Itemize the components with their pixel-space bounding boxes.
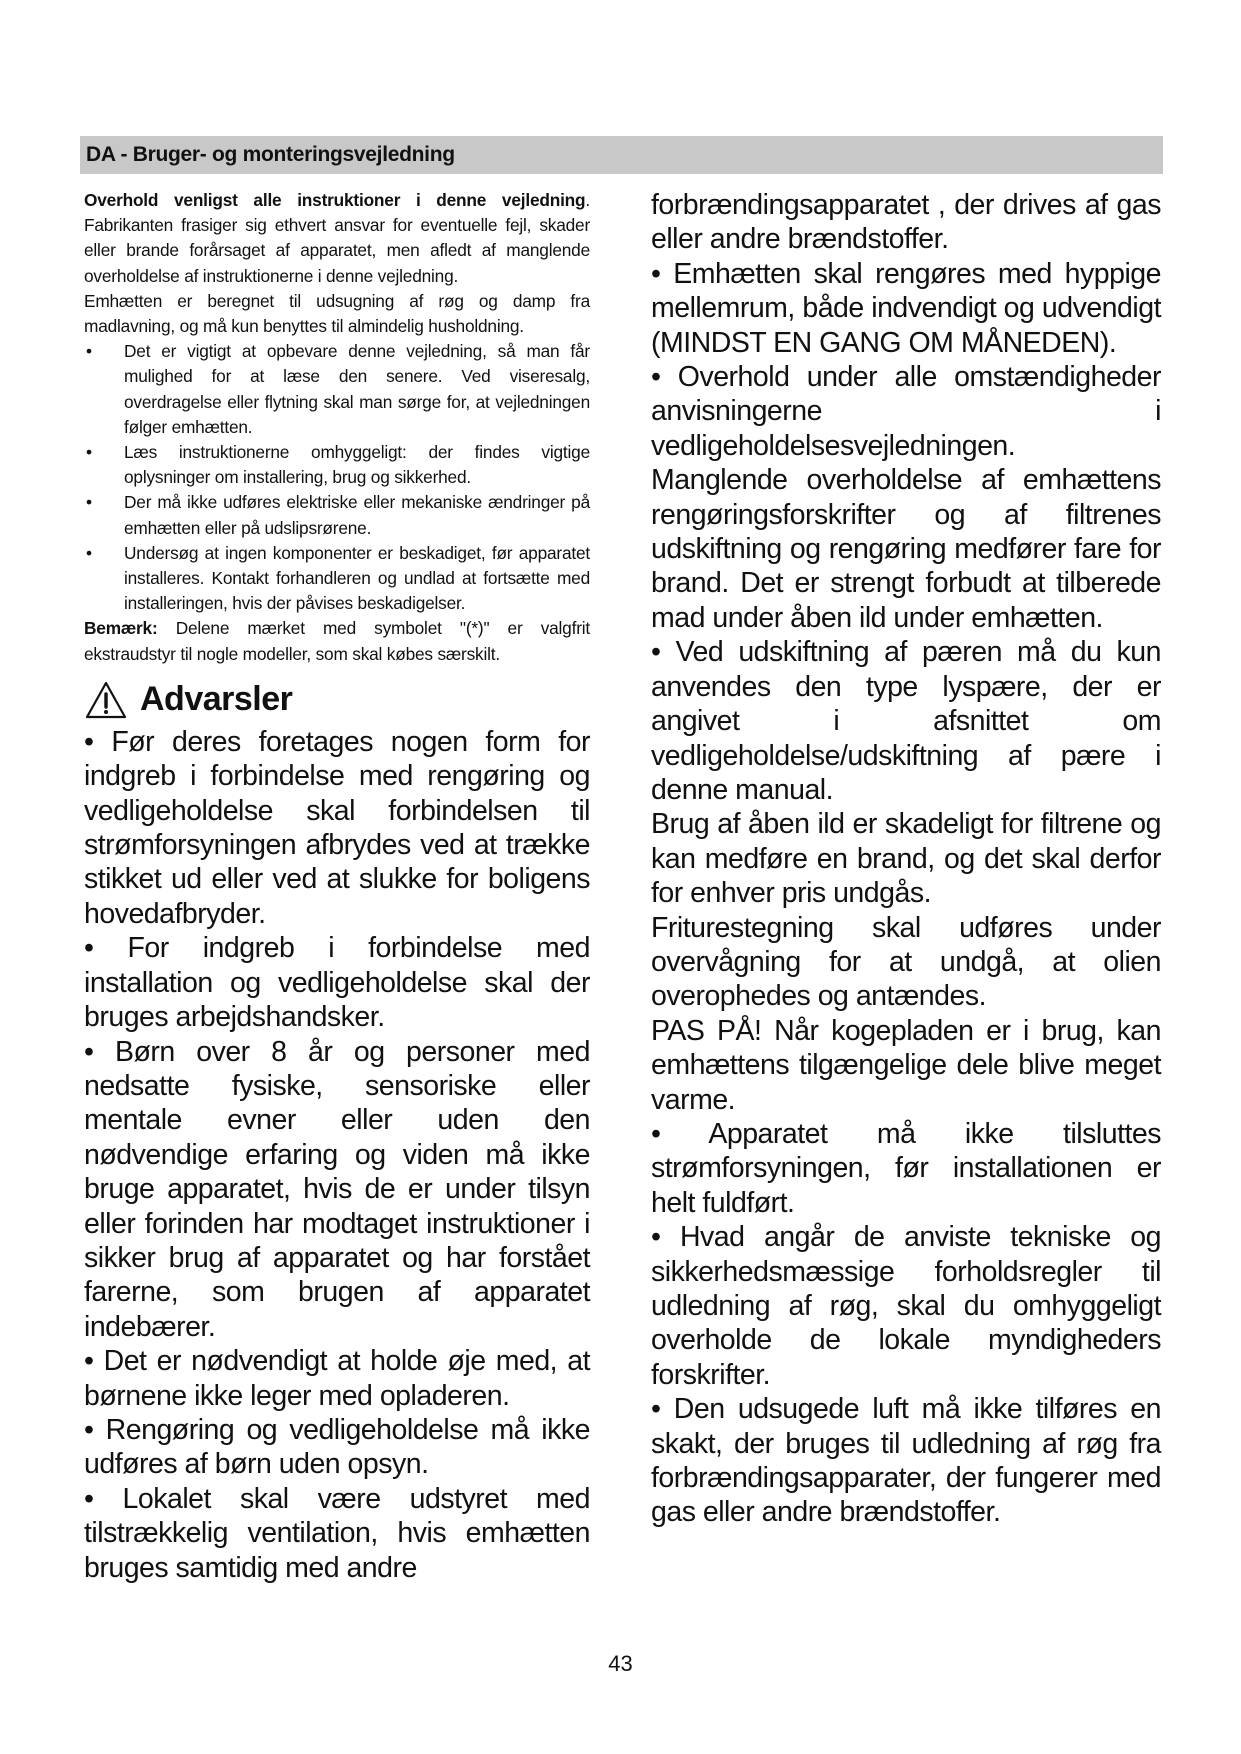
warning-paragraph: • Emhætten skal rengøres med hyppige mellemrum, både indvendigt og udvendigt (MINDST EN GANG OM MÅNEDEN). [651, 257, 1161, 359]
intro-usage-paragraph: Emhætten er beregnet til udsugning af røg og damp fra madlavning, og må kun benyttes til almindelig husholdning. [84, 290, 590, 337]
warning-paragraph: • Hvad angår de anviste tekniske og sikkerhedsmæssige forholdsregler til udledning af røg, skal du omhyggeligt overholde de lokale myndigheders forskrifter. [651, 1221, 1161, 1391]
note-label: Bemærk: [84, 618, 158, 639]
warning-triangle-icon [84, 680, 128, 720]
intro-bullet: • Der må ikke udføres elektriske eller mekaniske ændringer på emhætten eller på udslipsrørene. [84, 490, 590, 540]
intro-bullet: • Læs instruktionerne omhyggeligt: der findes vigtige oplysninger om installering, brug og sikkerhed. [84, 440, 590, 490]
intro-lead: Overhold venligst alle instruktioner i denne vejledning [84, 190, 586, 210]
warnings-heading [84, 675, 590, 725]
warning-paragraph: • Lokalet skal være udstyret med tilstrækkelig ventilation, hvis emhætten bruges samtidig med andre [84, 1482, 590, 1584]
intro-lead-rest: . Fabrikanten frasiger sig ethvert ansvar for eventuelle fejl, skader eller brande forårsaget af apparatet, men afledt af manglende overholdelse af instruktionerne i denne vejledning. [84, 190, 590, 286]
warning-paragraph: Manglende overholdelse af emhættens rengøringsforskrifter og af filtrenes udskiftning og rengøring medfører fare for brand. Det er strengt forbudt at tilberede mad under åben ild under emhætten. [651, 464, 1161, 634]
warning-paragraph: • For indgreb i forbindelse med installation og vedligeholdelse skal der bruges arbejdshandsker. [84, 932, 590, 1034]
note-paragraph [84, 616, 590, 666]
warning-paragraph: forbrændingsapparatet , der drives af gas eller andre brændstoffer. [651, 189, 1161, 256]
intro-bullet-list [84, 339, 590, 616]
warning-paragraph: • Det er nødvendigt at holde øje med, at børnene ikke leger med opladeren. [84, 1345, 590, 1412]
warning-paragraph: • Børn over 8 år og personer med nedsatte fysiske, sensoriske eller mentale evner eller uden den nødvendige erfaring og viden må ikke bruge apparatet, hvis de er under tilsyn eller forinden har modtaget instruktioner i sikker brug af apparatet og har forstået farerne, som brugen af apparatet indebærer. [84, 1035, 590, 1343]
warning-paragraph: • Apparatet må ikke tilsluttes strømforsyningen, før installationen er helt fuldført. [651, 1117, 1161, 1219]
warning-paragraph: • Overhold under alle omstændigheder anvisningerne i vedligeholdelsesvejledningen. [651, 361, 1161, 462]
page-number: 43 [608, 1651, 633, 1676]
warning-paragraph: • Før deres foretages nogen form for indgreb i forbindelse med rengøring og vedligeholdelse skal forbindelsen til strømforsyningen afbrydes ved at trække stikket ud eller ved at slukke for boligens hovedafbryder. [84, 725, 590, 930]
warning-paragraph: Brug af åben ild er skadeligt for filtrene og kan medføre en brand, og det skal derfor for enhver pris undgås. [651, 808, 1161, 910]
warning-paragraph: Friturestegning skal udføres under overvågning for at undgå, at olien overophedes og antændes. [651, 911, 1161, 1013]
section-header: DA - Bruger- og monteringsvejledning [80, 136, 1163, 174]
note-text: Delene mærket med symbolet "(*)" er valgfrit ekstraudstyr til nogle modeller, som skal købes særskilt. [84, 618, 590, 664]
intro-paragraph [84, 188, 590, 289]
warning-paragraph: PAS PÅ! Når kogepladen er i brug, kan emhættens tilgængelige dele blive meget varme. [651, 1014, 1161, 1116]
intro-bullet: • Undersøg at ingen komponenter er beskadiget, før apparatet installeres. Kontakt forhandleren og undlad at fortsætte med installeringen, hvis der påvises beskadigelser. [84, 541, 590, 617]
right-column [651, 188, 1161, 1530]
left-column [84, 188, 590, 1585]
warning-paragraph: • Rengøring og vedligeholdelse må ikke udføres af børn uden opsyn. [84, 1413, 590, 1481]
warnings-title: Advarsler [140, 680, 293, 719]
warning-paragraph: • Ved udskiftning af pæren må du kun anvendes den type lyspære, der er angivet i afsnittet om vedligeholdelse/udskiftning af pære i denne manual. [651, 636, 1161, 806]
intro-bullet: • Det er vigtigt at opbevare denne vejledning, så man får mulighed for at læse den senere. Ved viseresalg, overdragelse eller flytning skal man sørge for, at vejledningen følger emhætten. [84, 339, 590, 440]
warning-paragraph: • Den udsugede luft må ikke tilføres en skakt, der bruges til udledning af røg fra forbrændingsapparater, der fungerer med gas eller andre brændstoffer. [651, 1393, 1161, 1529]
